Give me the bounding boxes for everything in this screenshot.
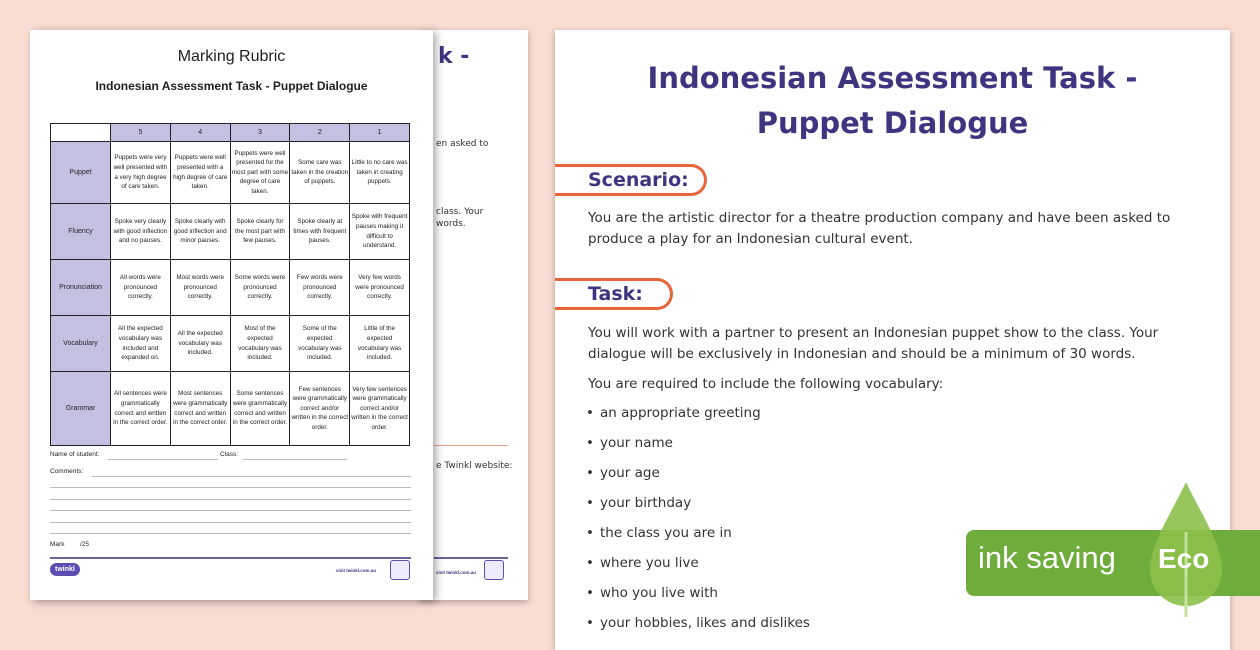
rubric-title: Marking Rubric <box>177 48 286 65</box>
rubric-row <box>51 260 410 316</box>
rubric-cell: Spoke clearly at times with frequent pauses. <box>290 204 350 260</box>
twinkl-logo: twinkl <box>50 563 80 576</box>
score-header: 5 <box>111 124 171 142</box>
rubric-cell: Little of the expected vocabulary was included. <box>350 316 410 372</box>
rubric-cell: All the expected vocabulary was included and expanded on. <box>111 316 171 372</box>
vocab-item: • your hobbies, likes and dislikes <box>600 615 810 631</box>
rubric-cell: Spoke with frequent pauses making it difficult to understand. <box>350 204 410 260</box>
rubric-table <box>50 123 410 446</box>
vocab-item: • your age <box>600 465 660 481</box>
eco-word: Eco <box>1158 543 1210 574</box>
rubric-cell: Some sentences were grammatically correct and written in the correct order. <box>230 372 290 446</box>
rubric-row <box>51 142 410 204</box>
footer-url: visit twinkl.com.au <box>336 568 377 573</box>
comment-line[interactable] <box>50 510 411 511</box>
badge-icon <box>484 560 504 580</box>
rubric-subtitle: Indonesian Assessment Task - Puppet Dialogue <box>95 79 368 93</box>
row-label: Grammar <box>51 372 111 446</box>
vocab-item: • an appropriate greeting <box>600 405 761 421</box>
vocab-item: • the class you are in <box>600 525 732 541</box>
rubric-cell: All words were pronounced correctly. <box>111 260 171 316</box>
back-page-title: k - <box>438 44 470 69</box>
name-label: Name of student: <box>50 451 100 458</box>
footer-bar <box>50 557 411 559</box>
vocab-item: • your name <box>600 435 673 451</box>
rubric-cell: Very few sentences were grammatically correct and/or written in the correct order. <box>350 372 410 446</box>
scenario-heading: Scenario: <box>555 164 707 196</box>
vocab-item: • where you live <box>600 555 699 571</box>
corner-cell <box>51 124 111 142</box>
score-header: 2 <box>290 124 350 142</box>
task-heading: Task: <box>555 278 673 310</box>
score-header: 1 <box>350 124 410 142</box>
task-text: You will work with a partner to present an Indonesian puppet show to the class. Your dialogue will be exclusively in Indonesian and should be a minimum of 30 words. <box>588 325 1159 362</box>
rubric-cell: All sentences were grammatically correct and written in the correct order. <box>111 372 171 446</box>
vocab-intro: You are required to include the following vocabulary: <box>588 376 944 392</box>
rubric-cell: Some words were pronounced correctly. <box>230 260 290 316</box>
title-line: Indonesian Assessment Task - <box>647 61 1138 95</box>
score-header: 3 <box>230 124 290 142</box>
row-label: Pronunciation <box>51 260 111 316</box>
comment-line[interactable] <box>92 476 411 477</box>
class-line[interactable] <box>243 459 347 460</box>
comment-line[interactable] <box>50 522 411 523</box>
page-title <box>555 56 1230 146</box>
back-page <box>420 30 528 600</box>
rubric-cell: Few sentences were grammatically correct and/or written in the correct order. <box>290 372 350 446</box>
rubric-cell: Most words were pronounced correctly. <box>170 260 230 316</box>
scenario-text: You are the artistic director for a theatre production company and have been asked to produce a play for an Indonesian cultural event. <box>588 210 1171 247</box>
rubric-cell: Puppets were well presented for the most part with some degree of care taken. <box>230 142 290 204</box>
footer-bar <box>434 557 508 559</box>
back-text: words. <box>436 219 466 229</box>
rubric-cell: All the expected vocabulary was included. <box>170 316 230 372</box>
rubric-cell: Some care was taken in the creation of puppets. <box>290 142 350 204</box>
footer-url: visit twinkl.com.au <box>436 570 477 575</box>
rubric-cell: Puppets were well presented with a high degree of care taken. <box>170 142 230 204</box>
title-line: Puppet Dialogue <box>756 106 1029 140</box>
comment-line[interactable] <box>50 487 411 488</box>
rubric-row <box>51 372 410 446</box>
rubric-row <box>51 316 410 372</box>
comment-line[interactable] <box>50 499 411 500</box>
rubric-cell: Spoke clearly for the most part with few pauses. <box>230 204 290 260</box>
eco-label: ink saving <box>978 540 1116 575</box>
class-label: Class: <box>220 451 239 458</box>
comment-line[interactable] <box>50 533 411 534</box>
rubric-cell: Very few words were pronounced correctly. <box>350 260 410 316</box>
name-line[interactable] <box>108 459 218 460</box>
score-header: 4 <box>170 124 230 142</box>
row-label: Puppet <box>51 142 111 204</box>
comments-label: Comments: <box>50 468 84 475</box>
rubric-cell: Spoke clearly with good inflection and minor pauses. <box>170 204 230 260</box>
rubric-row <box>51 204 410 260</box>
back-text: class. Your <box>436 207 484 217</box>
row-label: Fluency <box>51 204 111 260</box>
rubric-cell: Few words were pronounced correctly. <box>290 260 350 316</box>
rubric-cell: Puppets were very well presented with a very high degree of care taken. <box>111 142 171 204</box>
mark-label: Mark <box>50 541 65 548</box>
rubric-cell: Most sentences were grammatically correct and written in the correct order. <box>170 372 230 446</box>
divider <box>434 445 508 446</box>
row-label: Vocabulary <box>51 316 111 372</box>
rubric-cell: Most of the expected vocabulary was included. <box>230 316 290 372</box>
vocab-item: • who you live with <box>600 585 718 601</box>
rubric-cell: Some of the expected vocabulary was included. <box>290 316 350 372</box>
back-text: en asked to <box>436 139 489 149</box>
rubric-cell: Spoke very clearly with good inflection and no pauses. <box>111 204 171 260</box>
back-text: e Twinkl website: <box>436 461 513 471</box>
badge-icon <box>390 560 410 580</box>
rubric-cell: Little to no care was taken in creating puppets. <box>350 142 410 204</box>
mark-total: /25 <box>80 541 90 548</box>
vocab-item: • your birthday <box>600 495 691 511</box>
rubric-page <box>30 30 433 600</box>
